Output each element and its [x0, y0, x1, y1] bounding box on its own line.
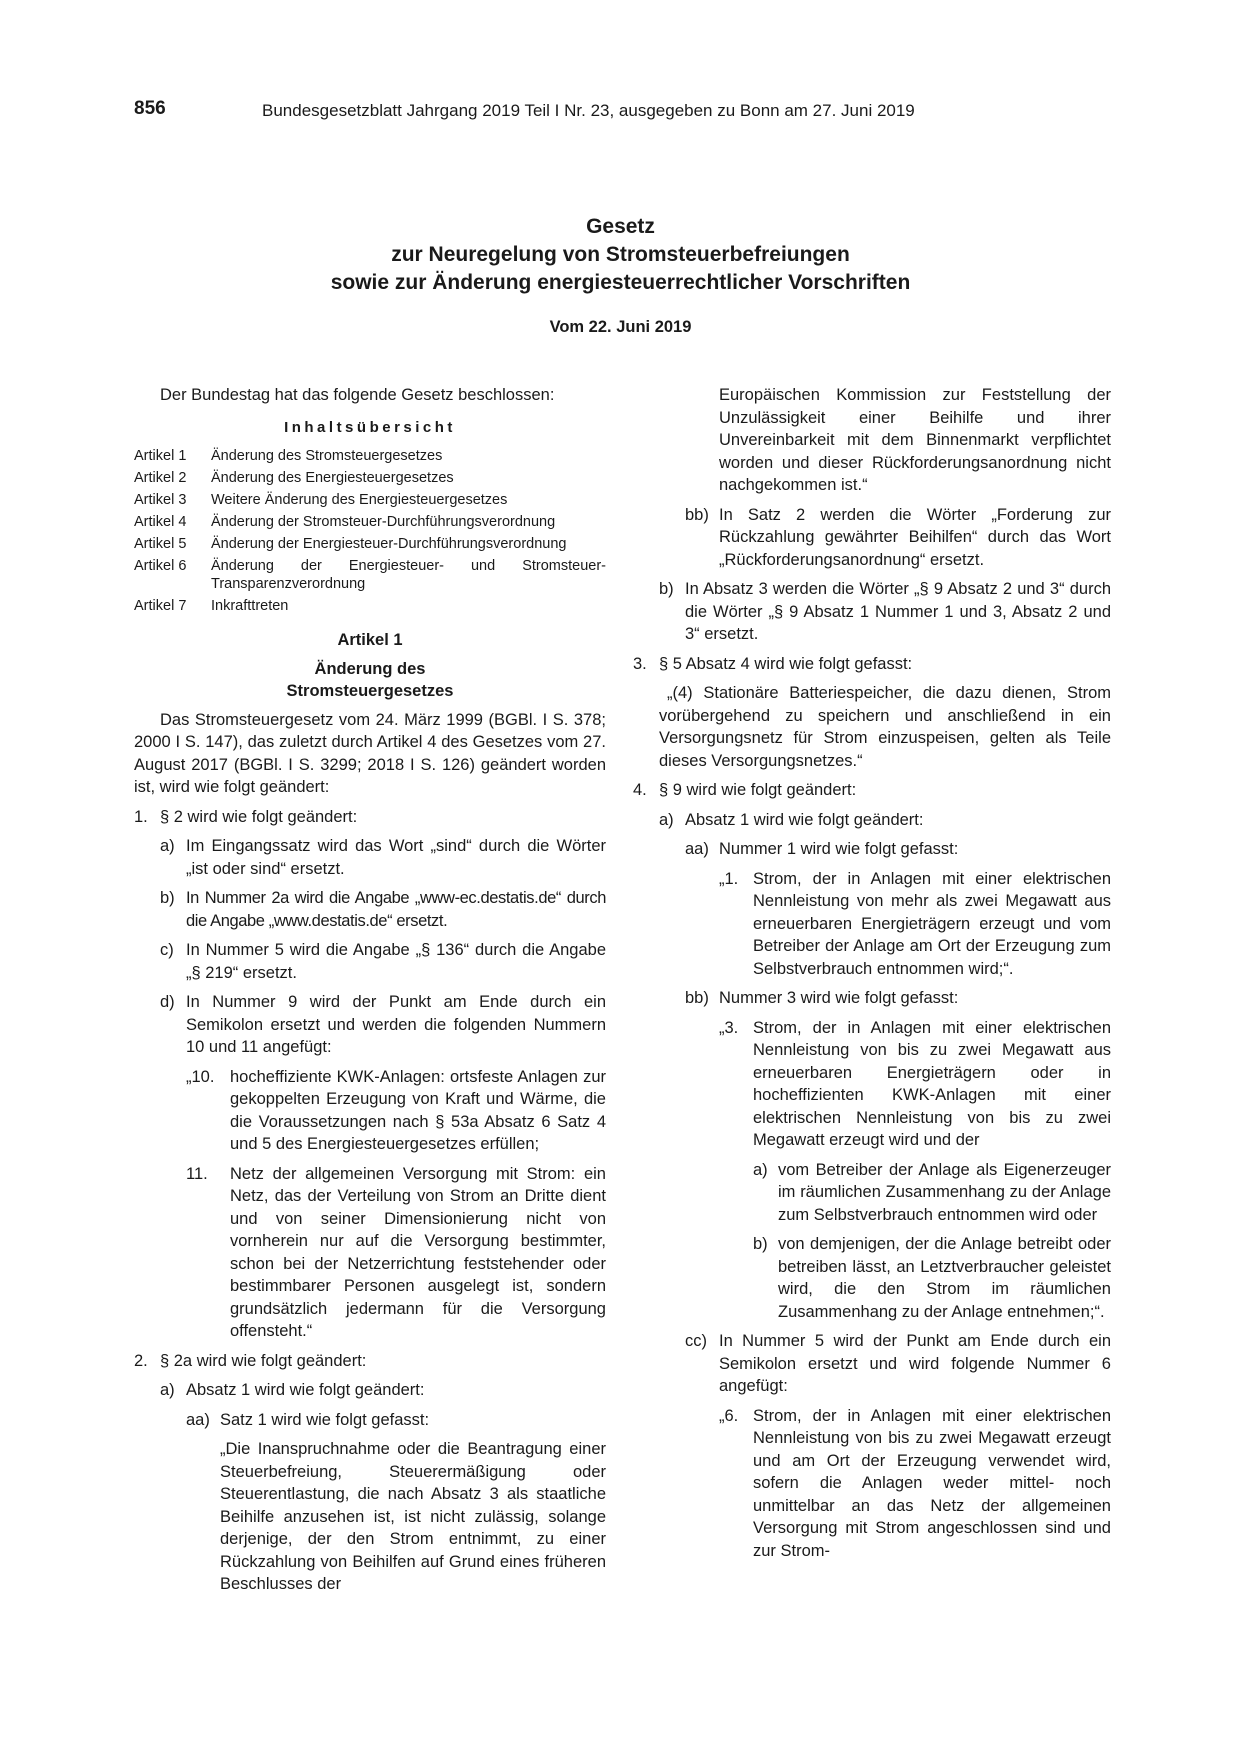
item-text: Strom, der in Anlagen mit einer elektrischen Nennleistung von mehr als zwei Megawatt aus erneuerbaren Energieträgern erzeugt und vom Betreiber der Anlage am Ort der Erzeugung zum Selbstverbrauch entnommen wird;“.: [753, 869, 1111, 978]
item-text: Absatz 1 wird wie folgt geändert:: [685, 810, 924, 829]
item-label: b): [160, 889, 175, 907]
item-label: 2.: [134, 1351, 148, 1370]
toc-article-number: Artikel 5: [134, 536, 187, 552]
toc-article-number: Artikel 1: [134, 448, 187, 464]
item-text: In Nummer 5 wird die Angabe „§ 136“ durch die Angabe „§ 219“ ersetzt.: [186, 941, 606, 982]
quoted-text: „Die Inanspruchnahme oder die Beantragung einer Steuerbefreiung, Steuerermäßigung oder Steuerentlastung, die nach Absatz 3 als staatliche Beihilfe anzusehen ist, ist nicht zulässig, solange derjenige, der den Strom entnimmt, zu einer Rückzahlung von Beihilfen auf Grund eines früheren Beschlusses der: [220, 1440, 606, 1593]
list-item: [633, 838, 1111, 861]
list-item: [134, 887, 606, 932]
quoted-sub-item: [633, 1159, 1111, 1227]
article-heading: Artikel 1: [337, 631, 403, 649]
item-label: cc): [685, 1332, 707, 1350]
item-text: Strom, der in Anlagen mit einer elektrischen Nennleistung von bis zu zwei Megawatt erzeugt und am Ort der Erzeugung verwendet wird, sofern die Anlagen weder mittel- noch unmittelbar an das Netz der allgemeinen Versorgung mit Strom angeschlossen sind und zur Strom-: [753, 1406, 1111, 1560]
list-item: [633, 653, 1111, 676]
item-text: § 9 wird wie folgt geändert:: [659, 781, 857, 799]
item-label: b): [753, 1235, 768, 1253]
toc-row: [134, 557, 606, 593]
list-item: [633, 809, 1111, 832]
right-column: [633, 384, 1111, 1569]
item-label: b): [659, 580, 674, 598]
toc-row: [134, 491, 606, 509]
item-text: In Absatz 3 werden die Wörter „§ 9 Absatz 2 und 3“ durch die Wörter „§ 9 Absatz 1 Nummer 1 und 3, Absatz 2 und 3“ ersetzt.: [685, 580, 1111, 643]
toc-row: [134, 469, 606, 487]
item-label: c): [160, 941, 174, 959]
toc-article-number: Artikel 2: [134, 470, 187, 486]
item-label: bb): [685, 989, 709, 1007]
item-label: 11.: [186, 1164, 208, 1183]
list-item: [134, 991, 606, 1059]
toc-article-number: Artikel 4: [134, 514, 187, 530]
article-intro: Das Stromsteuergesetz vom 24. März 1999 (BGBl. I S. 378; 2000 I S. 147), das zuletzt durch Artikel 4 des Gesetzes vom 27. August 2017 (BGBl. I S. 3299; 2018 I S. 126) geändert worden ist, wird wie folgt geändert:: [134, 710, 606, 796]
toc-row: [134, 597, 606, 615]
item-text: § 5 Absatz 4 wird wie folgt gefasst:: [659, 654, 913, 673]
toc-article-title: Änderung der Energiesteuer- und Stromsteuer-Transparenzverordnung: [211, 558, 606, 592]
item-text: Netz der allgemeinen Versorgung mit Strom: ein Netz, das der Verteilung von Strom an Dritte dient und von seiner Dimensionierung nicht von vornherein nur auf die Versorgung bestimmter, schon bei der Netzerrichtung feststehender oder bestimmbarer Personen ausgelegt ist, sondern grundsätzlich jedermann für die Versorgung offensteht.“: [230, 1164, 606, 1340]
list-item: [134, 1409, 606, 1432]
quoted-definition: [134, 1066, 606, 1156]
item-label: 1.: [134, 807, 148, 826]
article-subtitle-line-2: Stromsteuergesetzes: [286, 682, 454, 700]
item-text: Strom, der in Anlagen mit einer elektrischen Nennleistung von bis zu zwei Megawatt aus erneuerbaren Energieträgern oder in hocheffizienten KWK-Anlagen mit einer elektrischen Nennleistung von bis zu zwei Megawatt erzeugt wird und der: [753, 1018, 1111, 1149]
toc-article-number: Artikel 6: [134, 558, 187, 574]
toc-article-title: Inkrafttreten: [211, 598, 289, 614]
item-text: Satz 1 wird wie folgt gefasst:: [220, 1410, 430, 1429]
item-text: In Satz 2 werden die Wörter „Forderung zur Rückzahlung gewährter Beihilfen“ durch das Wort „Rückforderungsanordnung“ ersetzt.: [719, 505, 1111, 569]
list-item: [134, 939, 606, 984]
item-label: „6.: [719, 1406, 739, 1425]
quoted-definition: [633, 1405, 1111, 1563]
toc-row: [134, 535, 606, 553]
item-label: a): [160, 837, 175, 855]
page-number: 856: [134, 98, 166, 119]
item-label: aa): [186, 1410, 210, 1429]
quoted-text: „(4) Stationäre Batteriespeicher, die dazu dienen, Strom vorübergehend zu speichern und anschließend in ein Versorgungsnetz für Strom einzuspeisen, gelten als Teile dieses Versorgungsnetzes.“: [659, 684, 1111, 770]
item-label: 3.: [633, 654, 647, 673]
list-item: [134, 806, 606, 829]
toc-row: [134, 513, 606, 531]
list-item: [134, 1379, 606, 1402]
item-text: Absatz 1 wird wie folgt geändert:: [186, 1381, 425, 1399]
item-text: § 2 wird wie folgt geändert:: [160, 807, 358, 826]
item-text: In Nummer 2a wird die Angabe „www-ec.destatis.de“ durch die Angabe „www.destatis.de“ ersetzt.: [186, 889, 606, 930]
law-title-line-1: Gesetz: [586, 215, 655, 238]
item-text: hocheffiziente KWK-Anlagen: ortsfeste Anlagen zur gekoppelten Erzeugung von Kraft und Wärme, die die Voraussetzungen nach § 53a Absatz 6 Satz 4 und 5 des Energiesteuergesetzes erfüllen;: [230, 1067, 606, 1153]
law-title-line-3: sowie zur Änderung energiesteuerrechtlicher Vorschriften: [330, 271, 911, 294]
item-label: „1.: [719, 869, 739, 888]
quoted-sub-item: [633, 1233, 1111, 1323]
toc-row: [134, 447, 606, 465]
list-item: [633, 504, 1111, 572]
toc-article-title: Änderung des Stromsteuergesetzes: [211, 448, 443, 464]
item-label: d): [160, 993, 175, 1011]
law-title-line-2: zur Neuregelung von Stromsteuerbefreiungen: [391, 243, 850, 266]
item-text: vom Betreiber der Anlage als Eigenerzeuger im räumlichen Zusammenhang zu der Anlage zum Selbstverbrauch entnommen wird oder: [778, 1160, 1111, 1224]
toc-article-title: Änderung der Energiesteuer-Durchführungsverordnung: [211, 536, 567, 552]
item-text: von demjenigen, der die Anlage betreibt oder betreiben lässt, an Letztverbraucher geleistet wird, die den Strom im räumlichen Zusammenhang zu der Anlage entnehmen;“.: [778, 1235, 1111, 1321]
item-text: § 2a wird wie folgt geändert:: [160, 1351, 367, 1370]
item-label: aa): [685, 840, 709, 858]
left-column: [134, 384, 606, 1603]
quoted-definition: [633, 1017, 1111, 1152]
toc-article-number: Artikel 3: [134, 492, 187, 508]
item-text: In Nummer 9 wird der Punkt am Ende durch ein Semikolon ersetzt und werden die folgenden Nummern 10 und 11 angefügt:: [186, 993, 606, 1056]
item-label: „3.: [719, 1018, 739, 1037]
toc-article-title: Änderung des Energiesteuergesetzes: [211, 470, 454, 486]
quoted-definition: [633, 868, 1111, 981]
item-label: a): [160, 1381, 175, 1399]
list-item: [633, 779, 1111, 802]
item-label: a): [753, 1160, 768, 1179]
list-item: [633, 1330, 1111, 1398]
item-text: Nummer 1 wird wie folgt gefasst:: [719, 840, 959, 858]
quoted-text-continued: Europäischen Kommission zur Feststellung der Unzulässigkeit einer Beihilfe und ihrer Unvereinbarkeit mit dem Binnenmarkt verpflichtet worden und dieser Rückforderungsanordnung nicht nachgekommen ist.“: [719, 386, 1111, 494]
list-item: [134, 1350, 606, 1373]
list-item: [633, 578, 1111, 646]
item-text: In Nummer 5 wird der Punkt am Ende durch ein Semikolon ersetzt und wird folgende Nummer 6 angefügt:: [719, 1332, 1111, 1395]
item-label: „10.: [186, 1067, 215, 1086]
toc-heading: Inhaltsübersicht: [284, 418, 456, 436]
toc-article-title: Weitere Änderung des Energiesteuergesetzes: [211, 492, 508, 508]
item-label: 4.: [633, 781, 647, 799]
article-subtitle-line-1: Änderung des: [314, 659, 426, 678]
toc-article-number: Artikel 7: [134, 598, 187, 614]
item-label: bb): [685, 505, 709, 524]
table-of-contents: [134, 447, 606, 615]
quoted-definition: [134, 1163, 606, 1343]
item-label: a): [659, 810, 674, 829]
list-item: [633, 987, 1111, 1010]
enactment-clause: Der Bundestag hat das folgende Gesetz beschlossen:: [160, 386, 555, 404]
toc-article-title: Änderung der Stromsteuer-Durchführungsverordnung: [211, 514, 556, 530]
law-date: Vom 22. Juni 2019: [549, 318, 692, 336]
item-text: Im Eingangssatz wird das Wort „sind“ durch die Wörter „ist oder sind“ ersetzt.: [186, 837, 606, 878]
item-text: Nummer 3 wird wie folgt gefasst:: [719, 989, 959, 1007]
running-header: Bundesgesetzblatt Jahrgang 2019 Teil I Nr. 23, ausgegeben zu Bonn am 27. Juni 2019: [262, 101, 915, 120]
list-item: [134, 835, 606, 880]
